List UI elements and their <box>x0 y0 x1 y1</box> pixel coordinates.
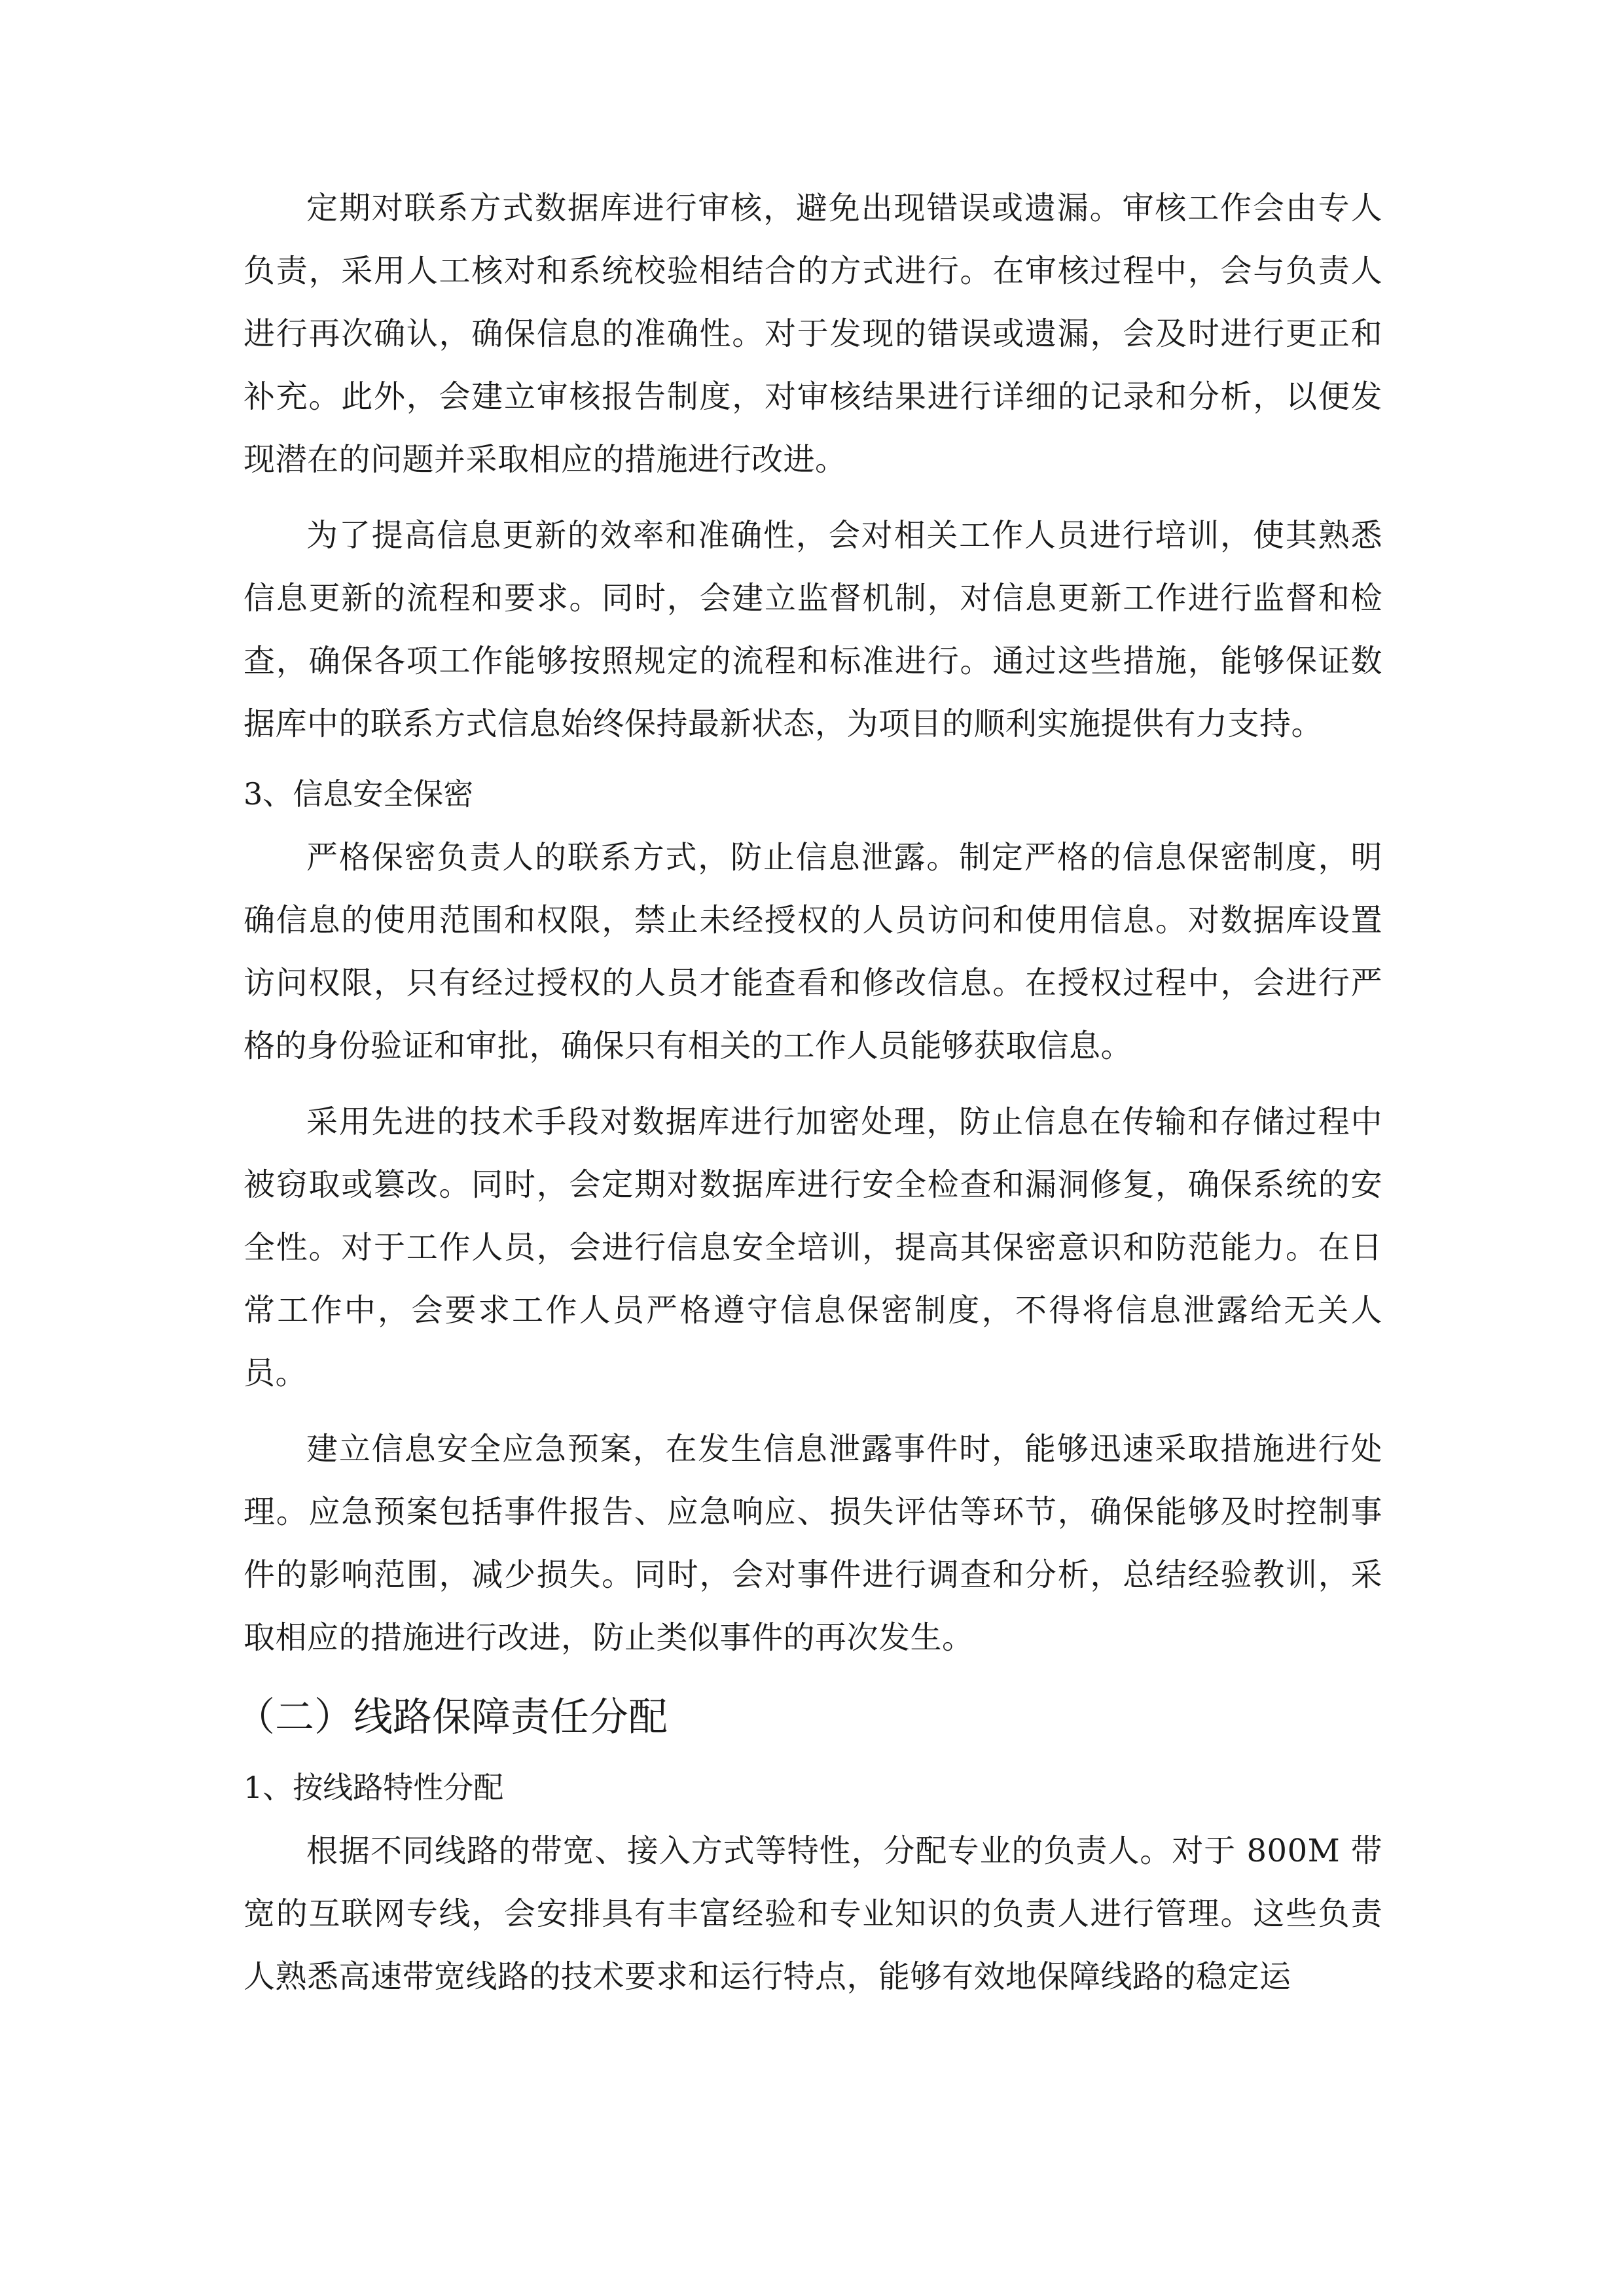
paragraph-audit: 定期对联系方式数据库进行审核，避免出现错误或遗漏。审核工作会由专人负责，采用人工核对和系统校验相结合的方式进行。在审核过程中，会与负责人进行再次确认，确保信息的准确性。对于发现的错误或遗漏，会及时进行更正和补充。此外，会建立审核报告制度，对审核结果进行详细的记录和分析，以便发现潜在的问题并采取相应的措施进行改进。 <box>244 190 1382 478</box>
paragraph-training: 为了提高信息更新的效率和准确性，会对相关工作人员进行培训，使其熟悉信息更新的流程和要求。同时，会建立监督机制，对信息更新工作进行监督和检查，确保各项工作能够按照规定的流程和标准进行。通过这些措施，能够保证数据库中的联系方式信息始终保持最新状态，为项目的顺利实施提供有力支持。 <box>244 517 1382 742</box>
subsection-heading-info-security: 3、信息安全保密 <box>244 776 474 812</box>
document-body <box>236 177 1382 2008</box>
paragraph-emergency-plan: 建立信息安全应急预案，在发生信息泄露事件时，能够迅速采取措施进行处理。应急预案包括事件报告、应急响应、损失评估等环节，确保能够及时控制事件的影响范围，减少损失。同时，会对事件进行调查和分析，总结经验教训，采取相应的措施进行改进，防止类似事件的再次发生。 <box>244 1431 1382 1656</box>
paragraph-line-allocation: 根据不同线路的带宽、接入方式等特性，分配专业的负责人。对于 800M 带宽的互联网专线，会安排具有丰富经验和专业知识的负责人进行管理。这些负责人熟悉高速带宽线路的技术要求和运行特点，能够有效地保障线路的稳定运 <box>244 1833 1382 1995</box>
subsection-heading-line-characteristics: 1、按线路特性分配 <box>244 1770 504 1805</box>
paragraph-confidentiality: 严格保密负责人的联系方式，防止信息泄露。制定严格的信息保密制度，明确信息的使用范围和权限，禁止未经授权的人员访问和使用信息。对数据库设置访问权限，只有经过授权的人员才能查看和修改信息。在授权过程中，会进行严格的身份验证和审批，确保只有相关的工作人员能够获取信息。 <box>244 839 1382 1064</box>
section-heading-line-assurance: （二）线路保障责任分配 <box>236 1695 668 1740</box>
paragraph-encryption: 采用先进的技术手段对数据库进行加密处理，防止信息在传输和存储过程中被窃取或篡改。同时，会定期对数据库进行安全检查和漏洞修复，确保系统的安全性。对于工作人员，会进行信息安全培训，提高其保密意识和防范能力。在日常工作中，会要求工作人员严格遵守信息保密制度，不得将信息泄露给无关人员。 <box>244 1103 1382 1391</box>
